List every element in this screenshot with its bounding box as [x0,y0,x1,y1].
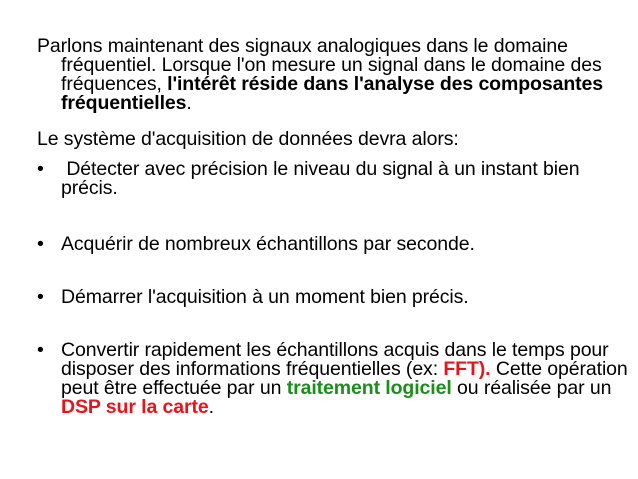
fft-highlight: FFT). [443,358,491,380]
software-processing-highlight: traitement logiciel [286,377,452,399]
bullet-icon: • [37,286,44,308]
intro-text: Parlons maintenant des signaux analogiques dans le domaine fréquentiel. Lorsque l'on mesure un signal dans le domaine des fréquences, [37,35,602,95]
bullet-text: Acquérir de nombreux échantillons par seconde. [61,233,475,255]
intro-period: . [186,92,192,114]
bullet-item-convert [37,341,631,417]
bullet-text: . [208,396,214,418]
bullet-item-detect [37,160,631,198]
bullet-icon: • [37,339,44,361]
bullet-text: Démarrer l'acquisition à un moment bien précis. [61,286,469,308]
bullet-item-samples [37,235,631,254]
intro-bold-text: l'intérêt réside dans l'analyse des composantes fréquentielles [61,73,604,114]
bullet-text: ou réalisée par un [451,377,612,399]
bullet-text: Convertir rapidement les échantillons acquis dans le temps pour disposer des informations fréquentielles (ex: [61,339,609,380]
bullet-item-start [37,288,631,307]
intro-paragraph [37,37,631,113]
system-line: Le système d'acquisition de données devra alors: [37,128,459,150]
bullet-text: Détecter avec précision le niveau du signal à un instant bien précis. [61,158,580,199]
bullet-icon: • [37,158,44,180]
bullet-icon: • [37,233,44,255]
dsp-highlight: DSP sur la carte [61,396,209,418]
bullet-text: Cette opération peut être effectuée par un [61,358,628,399]
